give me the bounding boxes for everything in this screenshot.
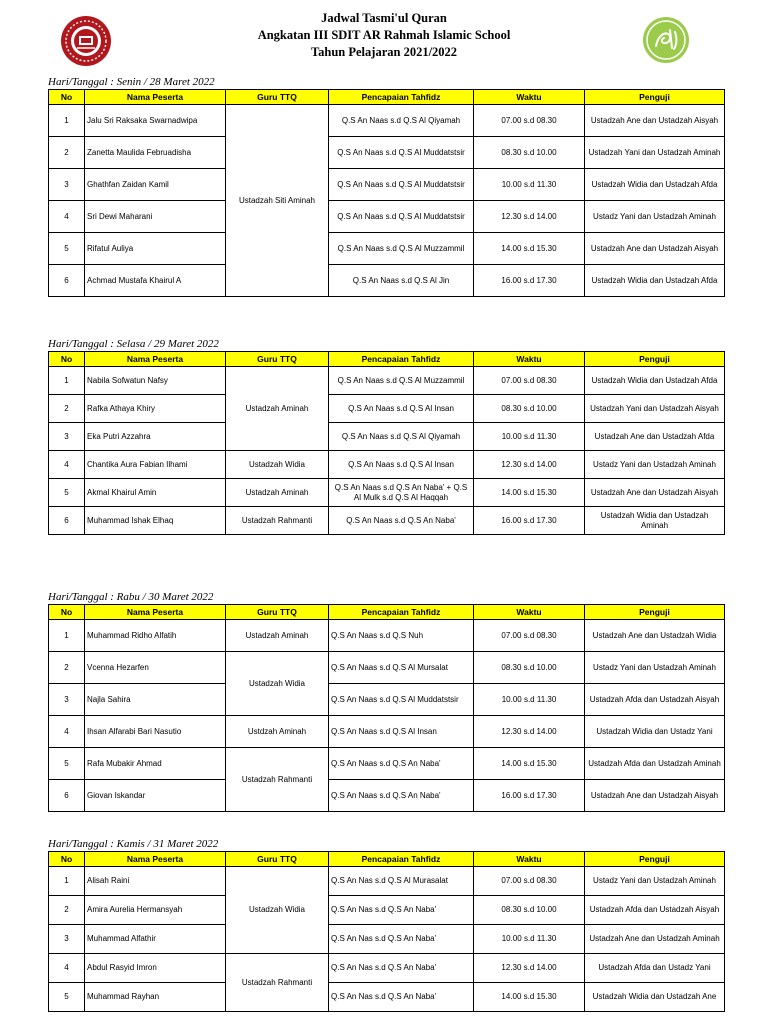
cell-nama: Chantika Aura Fabian Ilhami: [85, 451, 226, 479]
cell-nama: Muhammad Ishak Elhaq: [85, 507, 226, 535]
col-header-penguji: Penguji: [585, 852, 725, 867]
cell-penguji: Ustadzah Widia dan Ustadzah Afda: [585, 367, 725, 395]
cell-no: 2: [49, 137, 85, 169]
cell-waktu: 16.00 s.d 17.30: [474, 265, 585, 297]
col-header-tahfidz: Pencapaian Tahfidz: [329, 90, 474, 105]
table-row: [49, 780, 725, 812]
col-header-waktu: Waktu: [474, 90, 585, 105]
col-header-penguji: Penguji: [585, 90, 725, 105]
cell-waktu: 14.00 s.d 15.30: [474, 233, 585, 265]
cell-nama: Rafka Athaya Khiry: [85, 395, 226, 423]
cell-no: 6: [49, 780, 85, 812]
cell-guru: Ustadzah Rahmanti: [226, 954, 329, 1012]
cell-penguji: Ustadzah Ane dan Ustadzah Afda: [585, 423, 725, 451]
table-row: [49, 867, 725, 896]
school-seal-logo: [60, 15, 112, 67]
col-header-tahfidz: Pencapaian Tahfidz: [329, 352, 474, 367]
table-row: [49, 137, 725, 169]
cell-tahfidz: Q.S An Naas s.d Q.S Al Insan: [329, 451, 474, 479]
table-row: [49, 423, 725, 451]
cell-tahfidz: Q.S An Naas s.d Q.S An Naba' + Q.S Al Mulk s.d Q.S Al Haqqah: [329, 479, 474, 507]
table-row: [49, 983, 725, 1012]
col-header-no: No: [49, 605, 85, 620]
table-header-row: [49, 852, 725, 867]
cell-nama: Eka Putri Azzahra: [85, 423, 226, 451]
cell-guru: Ustadzah Aminah: [226, 620, 329, 652]
cell-penguji: Ustadzah Widia dan Ustadzah Ane: [585, 983, 725, 1012]
cell-tahfidz: Q.S An Naas s.d Q.S Al Insan: [329, 716, 474, 748]
cell-waktu: 14.00 s.d 15.30: [474, 748, 585, 780]
cell-nama: Najla Sahira: [85, 684, 226, 716]
cell-no: 1: [49, 367, 85, 395]
cell-no: 4: [49, 201, 85, 233]
cell-waktu: 10.00 s.d 11.30: [474, 423, 585, 451]
table-row: [49, 201, 725, 233]
cell-waktu: 07.00 s.d 08.30: [474, 867, 585, 896]
col-header-nama: Nama Peserta: [85, 90, 226, 105]
table-header-row: [49, 352, 725, 367]
cell-tahfidz: Q.S An Naas s.d Q.S Nuh: [329, 620, 474, 652]
cell-no: 1: [49, 867, 85, 896]
title-line-1: Jadwal Tasmi'ul Quran: [321, 11, 447, 25]
cell-nama: Jalu Sri Raksaka Swarnadwipa: [85, 105, 226, 137]
cell-penguji: Ustadz Yani dan Ustadzah Aminah: [585, 652, 725, 684]
cell-penguji: Ustadzah Ane dan Ustadzah Aisyah: [585, 479, 725, 507]
cell-nama: Akmal Khairul Amin: [85, 479, 226, 507]
table-row: [49, 169, 725, 201]
cell-nama: Abdul Rasyid Imron: [85, 954, 226, 983]
table-row: [49, 479, 725, 507]
schedule-section-selasa: [48, 338, 724, 535]
table-row: [49, 265, 725, 297]
table-row: [49, 716, 725, 748]
col-header-guru: Guru TTQ: [226, 852, 329, 867]
cell-no: 2: [49, 652, 85, 684]
cell-tahfidz: Q.S An Naas s.d Q.S Al Qiyamah: [329, 423, 474, 451]
cell-penguji: Ustadzah Widia dan Ustadzah Afda: [585, 169, 725, 201]
cell-nama: Sri Dewi Maharani: [85, 201, 226, 233]
cell-tahfidz: Q.S An Nas s.d Q.S An Naba': [329, 896, 474, 925]
col-header-nama: Nama Peserta: [85, 852, 226, 867]
table-header-row: [49, 90, 725, 105]
cell-penguji: Ustadzah Yani dan Ustadzah Aminah: [585, 137, 725, 169]
cell-no: 5: [49, 983, 85, 1012]
table-row: [49, 620, 725, 652]
cell-penguji: Ustadzah Afda dan Ustadzah Aminah: [585, 748, 725, 780]
cell-tahfidz: Q.S An Naas s.d Q.S Al Muddatstsir: [329, 169, 474, 201]
cell-guru: Ustadzah Widia: [226, 451, 329, 479]
cell-waktu: 07.00 s.d 08.30: [474, 620, 585, 652]
cell-tahfidz: Q.S An Naas s.d Q.S An Naba': [329, 748, 474, 780]
col-header-waktu: Waktu: [474, 605, 585, 620]
col-header-guru: Guru TTQ: [226, 90, 329, 105]
cell-no: 1: [49, 620, 85, 652]
cell-tahfidz: Q.S An Nas s.d Q.S An Naba': [329, 983, 474, 1012]
cell-no: 6: [49, 507, 85, 535]
cell-waktu: 14.00 s.d 15.30: [474, 479, 585, 507]
cell-penguji: Ustadzah Ane dan Ustadzah Aisyah: [585, 105, 725, 137]
cell-penguji: Ustadz Yani dan Ustadzah Aminah: [585, 451, 725, 479]
cell-waktu: 16.00 s.d 17.30: [474, 780, 585, 812]
cell-tahfidz: Q.S An Naas s.d Q.S Al Muddatstsir: [329, 137, 474, 169]
table-row: [49, 105, 725, 137]
cell-penguji: Ustadzah Ane dan Ustadzah Widia: [585, 620, 725, 652]
schedule-table: [48, 604, 725, 812]
cell-no: 5: [49, 479, 85, 507]
cell-tahfidz: Q.S An Nas s.d Q.S An Naba': [329, 925, 474, 954]
cell-nama: Vcenna Hezarfen: [85, 652, 226, 684]
table-row: [49, 748, 725, 780]
cell-no: 3: [49, 169, 85, 201]
cell-penguji: Ustadzah Afda dan Ustadz Yani: [585, 954, 725, 983]
title-line-3: Tahun Pelajaran 2021/2022: [310, 45, 458, 59]
col-header-no: No: [49, 90, 85, 105]
cell-waktu: 12.30 s.d 14.00: [474, 954, 585, 983]
cell-no: 5: [49, 748, 85, 780]
table-row: [49, 652, 725, 684]
cell-no: 3: [49, 423, 85, 451]
cell-waktu: 14.00 s.d 15.30: [474, 983, 585, 1012]
col-header-tahfidz: Pencapaian Tahfidz: [329, 852, 474, 867]
table-row: [49, 507, 725, 535]
cell-guru: Ustadzah Widia: [226, 652, 329, 716]
col-header-tahfidz: Pencapaian Tahfidz: [329, 605, 474, 620]
cell-nama: Amira Aurelia Hermansyah: [85, 896, 226, 925]
cell-guru: Ustadzah Widia: [226, 867, 329, 954]
cell-penguji: Ustadzah Afda dan Ustadzah Aisyah: [585, 684, 725, 716]
cell-waktu: 10.00 s.d 11.30: [474, 925, 585, 954]
cell-guru: Ustadzah Rahmanti: [226, 748, 329, 812]
cell-waktu: 16.00 s.d 17.30: [474, 507, 585, 535]
cell-penguji: Ustadzah Yani dan Ustadzah Aisyah: [585, 395, 725, 423]
cell-penguji: Ustadz Yani dan Ustadzah Aminah: [585, 867, 725, 896]
cell-no: 4: [49, 716, 85, 748]
cell-penguji: Ustadzah Ane dan Ustadzah Aminah: [585, 925, 725, 954]
cell-no: 2: [49, 896, 85, 925]
table-row: [49, 896, 725, 925]
cell-tahfidz: Q.S An Naas s.d Q.S An Naba': [329, 780, 474, 812]
schedule-table: [48, 351, 725, 535]
cell-nama: Muhammad Alfathir: [85, 925, 226, 954]
cell-tahfidz: Q.S An Naas s.d Q.S Al Muddatstsir: [329, 201, 474, 233]
col-header-waktu: Waktu: [474, 852, 585, 867]
col-header-penguji: Penguji: [585, 352, 725, 367]
cell-waktu: 08.30 s.d 10.00: [474, 896, 585, 925]
schedule-table: [48, 851, 725, 1012]
col-header-guru: Guru TTQ: [226, 605, 329, 620]
cell-nama: Rafa Mubakir Ahmad: [85, 748, 226, 780]
table-row: [49, 684, 725, 716]
cell-nama: Nabila Sofwatun Nafsy: [85, 367, 226, 395]
calligraphy-logo: [642, 16, 690, 64]
cell-waktu: 08.30 s.d 10.00: [474, 395, 585, 423]
schedule-section-senin: [48, 76, 724, 297]
cell-no: 3: [49, 684, 85, 716]
cell-penguji: Ustadzah Ane dan Ustadzah Aisyah: [585, 780, 725, 812]
cell-tahfidz: Q.S An Naas s.d Q.S Al Muzzammil: [329, 367, 474, 395]
cell-no: 6: [49, 265, 85, 297]
cell-nama: Muhammad Rayhan: [85, 983, 226, 1012]
col-header-penguji: Penguji: [585, 605, 725, 620]
cell-waktu: 12.30 s.d 14.00: [474, 451, 585, 479]
col-header-guru: Guru TTQ: [226, 352, 329, 367]
cell-guru: Ustadzah Rahmanti: [226, 507, 329, 535]
cell-guru: Ustdzah Aminah: [226, 716, 329, 748]
cell-no: 1: [49, 105, 85, 137]
cell-penguji: Ustadzah Widia dan Ustadzah Aminah: [585, 507, 725, 535]
cell-no: 4: [49, 954, 85, 983]
table-row: [49, 954, 725, 983]
cell-waktu: 08.30 s.d 10.00: [474, 137, 585, 169]
cell-nama: Muhammad Ridho Alfatih: [85, 620, 226, 652]
table-row: [49, 367, 725, 395]
cell-tahfidz: Q.S An Naas s.d Q.S An Naba': [329, 507, 474, 535]
cell-nama: Rifatul Auliya: [85, 233, 226, 265]
cell-no: 2: [49, 395, 85, 423]
cell-no: 5: [49, 233, 85, 265]
cell-waktu: 08.30 s.d 10.00: [474, 652, 585, 684]
cell-penguji: Ustadzah Widia dan Ustadz Yani: [585, 716, 725, 748]
schedule-section-rabu: [48, 591, 724, 812]
cell-penguji: Ustadzah Widia dan Ustadzah Afda: [585, 265, 725, 297]
cell-tahfidz: Q.S An Nas s.d Q.S An Naba': [329, 954, 474, 983]
table-header-row: [49, 605, 725, 620]
cell-waktu: 07.00 s.d 08.30: [474, 367, 585, 395]
cell-nama: Ghathfan Zaidan Kamil: [85, 169, 226, 201]
col-header-waktu: Waktu: [474, 352, 585, 367]
cell-penguji: Ustadzah Afda dan Ustadzah Aisyah: [585, 896, 725, 925]
cell-tahfidz: Q.S An Naas s.d Q.S Al Jin: [329, 265, 474, 297]
cell-waktu: 07.00 s.d 08.30: [474, 105, 585, 137]
cell-waktu: 10.00 s.d 11.30: [474, 169, 585, 201]
cell-tahfidz: Q.S An Naas s.d Q.S Al Qiyamah: [329, 105, 474, 137]
table-row: [49, 925, 725, 954]
col-header-no: No: [49, 352, 85, 367]
title-line-2: Angkatan III SDIT AR Rahmah Islamic School: [257, 28, 511, 42]
cell-tahfidz: Q.S An Naas s.d Q.S Al Mursalat: [329, 652, 474, 684]
table-row: [49, 451, 725, 479]
day-label: Hari/Tanggal : Kamis / 31 Maret 2022: [48, 838, 219, 850]
cell-nama: Alisah Raini: [85, 867, 226, 896]
cell-no: 4: [49, 451, 85, 479]
cell-waktu: 10.00 s.d 11.30: [474, 684, 585, 716]
cell-penguji: Ustadz Yani dan Ustadzah Aminah: [585, 201, 725, 233]
day-label: Hari/Tanggal : Selasa / 29 Maret 2022: [48, 338, 219, 350]
day-label: Hari/Tanggal : Senin / 28 Maret 2022: [48, 76, 215, 88]
cell-tahfidz: Q.S An Nas s.d Q.S Al Murasalat: [329, 867, 474, 896]
cell-nama: Achmad Mustafa Khairul A: [85, 265, 226, 297]
cell-guru: Ustadzah Aminah: [226, 367, 329, 451]
cell-tahfidz: Q.S An Naas s.d Q.S Al Muzzammil: [329, 233, 474, 265]
cell-nama: Giovan Iskandar: [85, 780, 226, 812]
cell-nama: Zanetta Maulida Februadisha: [85, 137, 226, 169]
col-header-nama: Nama Peserta: [85, 352, 226, 367]
table-row: [49, 233, 725, 265]
cell-tahfidz: Q.S An Naas s.d Q.S Al Muddatstsir: [329, 684, 474, 716]
cell-waktu: 12.30 s.d 14.00: [474, 716, 585, 748]
schedule-section-kamis: [48, 838, 724, 1012]
cell-guru: Ustadzah Aminah: [226, 479, 329, 507]
col-header-nama: Nama Peserta: [85, 605, 226, 620]
day-label: Hari/Tanggal : Rabu / 30 Maret 2022: [48, 591, 214, 603]
cell-guru: Ustadzah Siti Aminah: [226, 105, 329, 297]
col-header-no: No: [49, 852, 85, 867]
cell-nama: Ihsan Alfarabi Bari Nasutio: [85, 716, 226, 748]
cell-penguji: Ustadzah Ane dan Ustadzah Aisyah: [585, 233, 725, 265]
cell-waktu: 12.30 s.d 14.00: [474, 201, 585, 233]
schedule-table: [48, 89, 725, 297]
table-row: [49, 395, 725, 423]
cell-tahfidz: Q.S An Naas s.d Q.S Al Insan: [329, 395, 474, 423]
cell-no: 3: [49, 925, 85, 954]
